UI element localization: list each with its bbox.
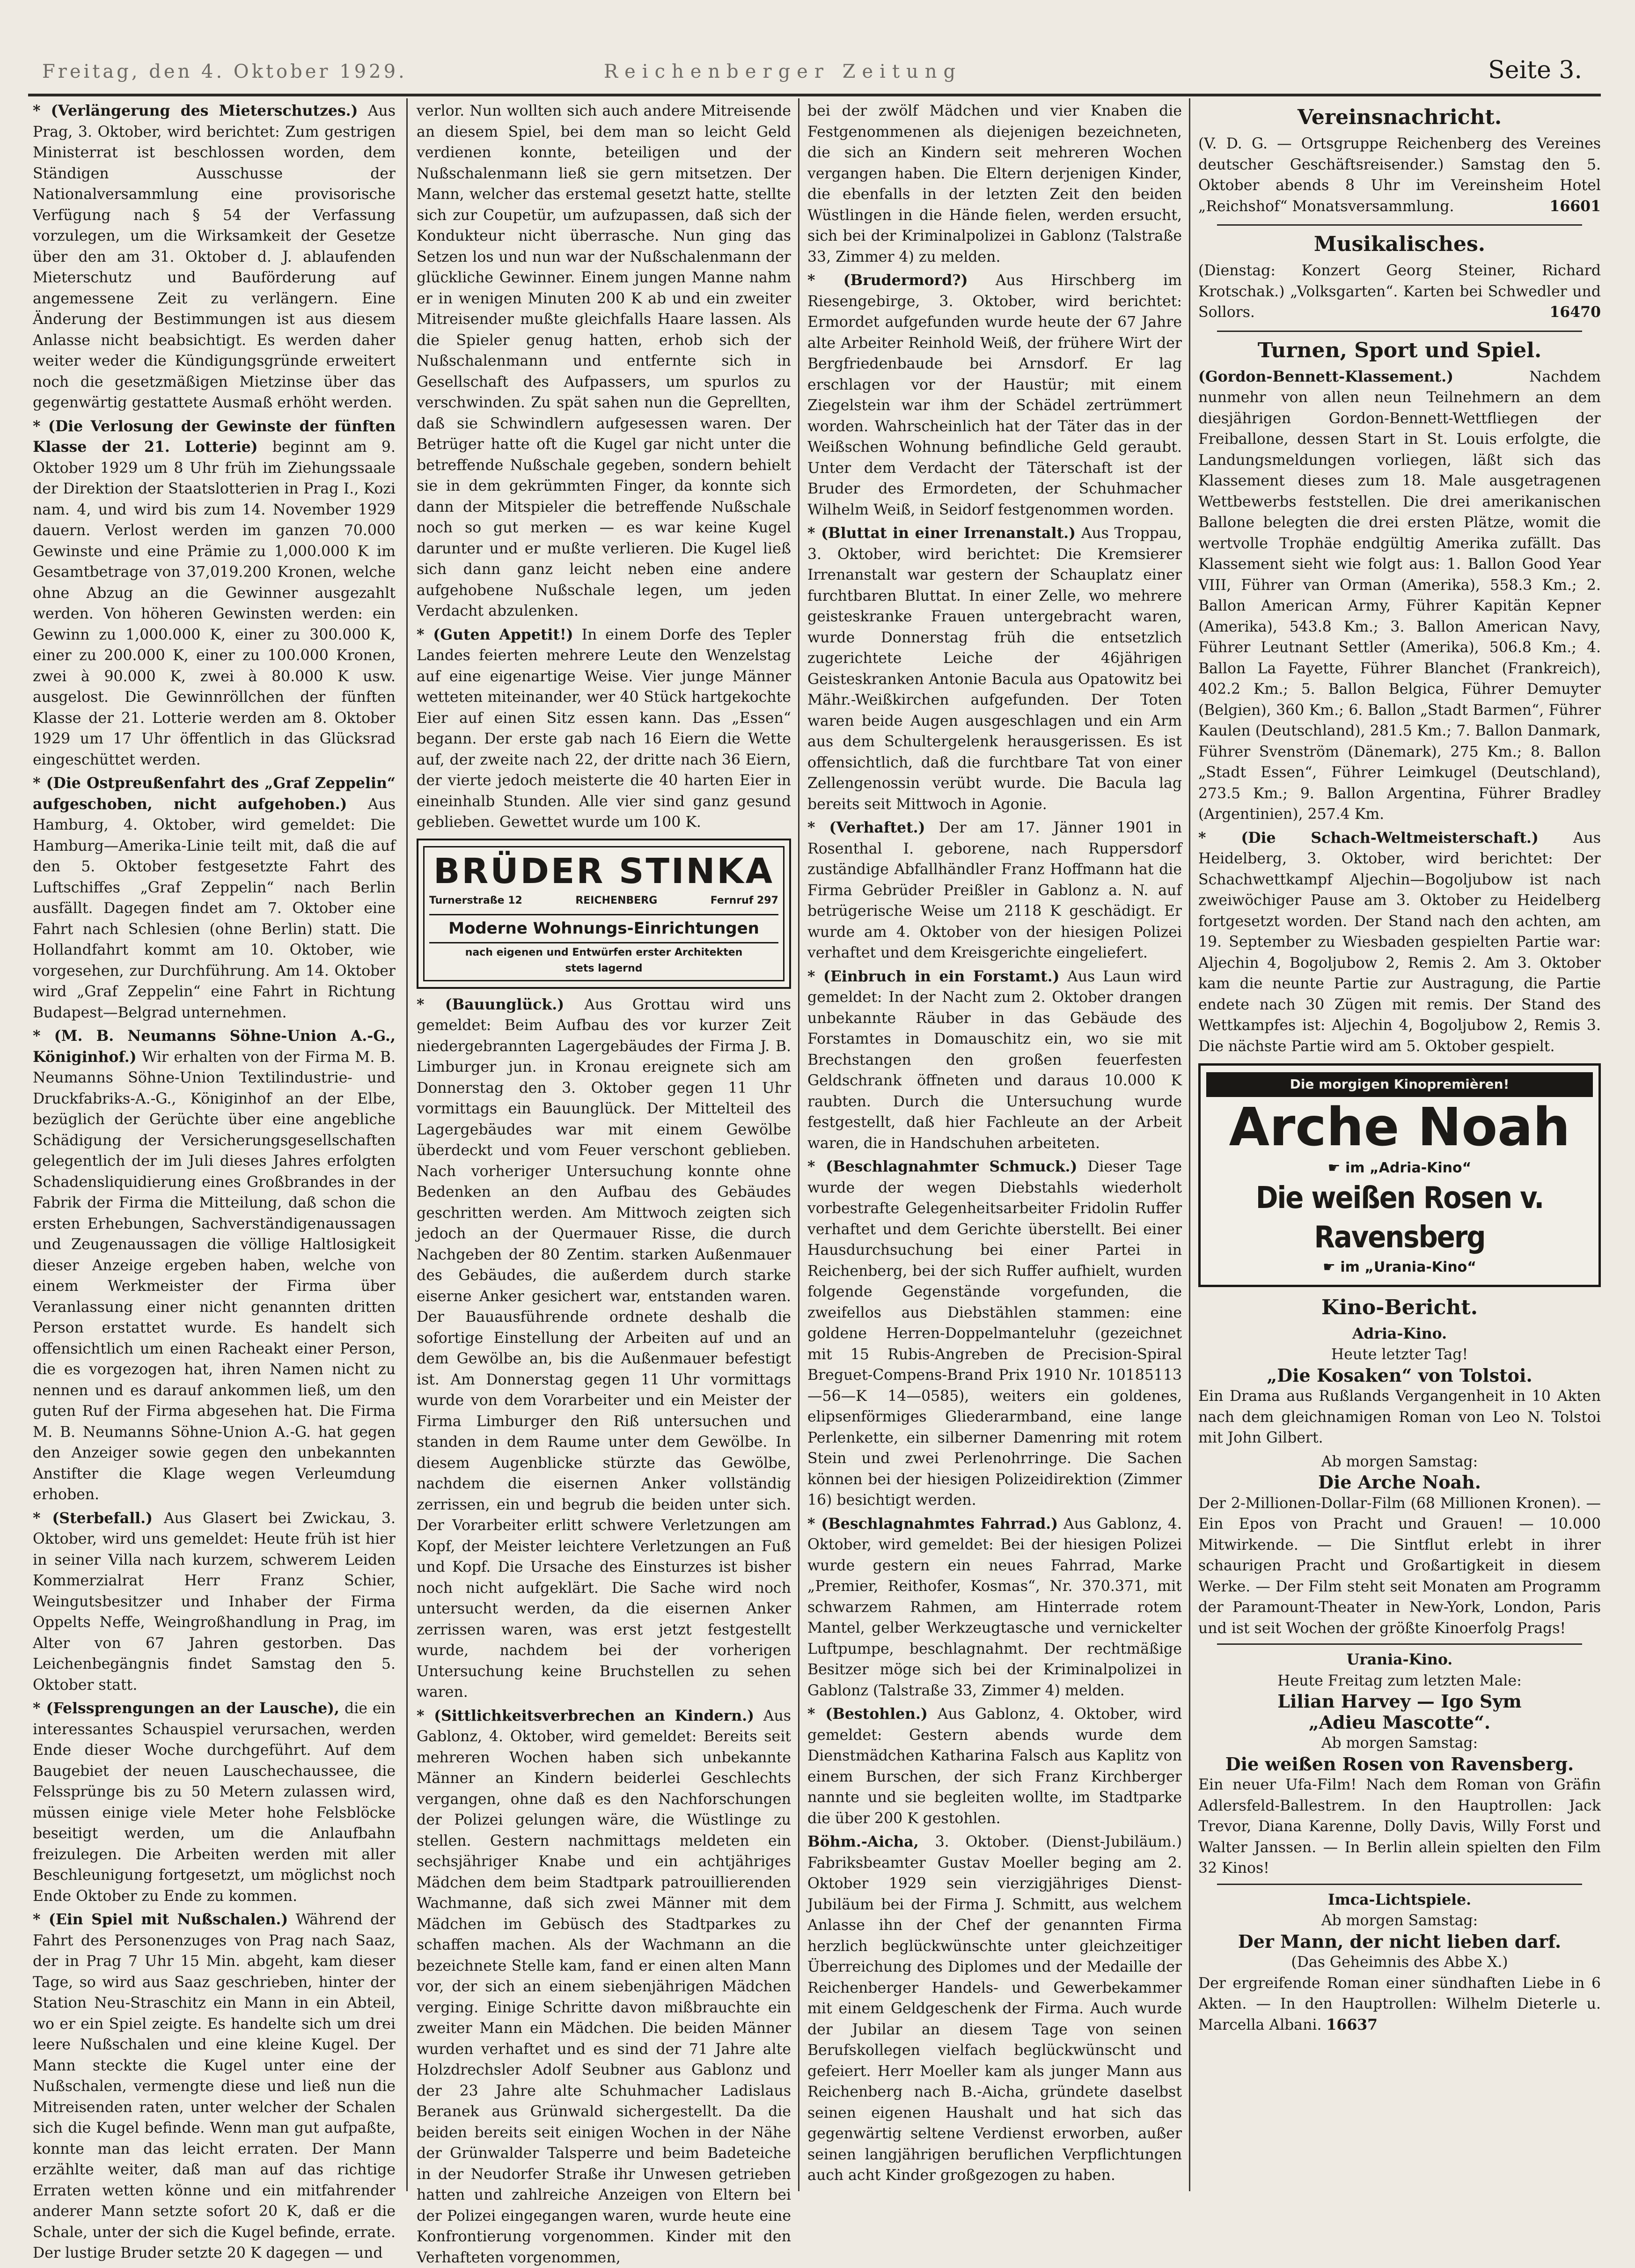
article-heading: * (Beschlagnahmtes Fahrrad.) — [807, 1515, 1058, 1532]
article-body: 3. Oktober. (Dienst-Jubiläum.) Fabriksbeamter Gustav Moeller beging am 2. Oktober 1929 sein vierzigjähriges Dienst-Jubiläum bei der Firma J. Schmitt, aus welchem Anlasse ihn der Chef der genannten Firma herzlich beglückwünschte unter gleichzeitiger Überreichung des Diplomes und der Medaille der Reichenberger Handels- und Gewerbekammer mit einem Geldgeschenk der Firma. Auch wurde der Jubilar an diesem Tage von seinen Berufskollegen vielfach beglückwünscht und gefeiert. Herr Moeller kam als junger Mann aus Reichenberg nach B.-Aicha, gründete daselbst seinen eigenen Haushalt und hat sich das gegenwärtig seltene Verdienst erworben, außer seinen langjährigen beruflichen Verpflichtungen auch acht Kinder großgezogen zu haben. — [807, 1834, 1182, 2184]
column-divider — [406, 98, 408, 2191]
article-heading: * (Bestohlen.) — [807, 1705, 928, 1723]
article-body: In einem Dorfe des Tepler Landes feierten mehrere Leute den Wenzelstag auf eine eigenartige Weise. Vier junge Männer wetteten miteinander, wer 40 Stück hartgekochte Eier auf einen Sitz essen kann. Das „Essen“ begann. Der erste gab nach 16 Eiern die Wette auf, der zweite nach 22, der dritte nach 36 Eiern, der vierte jedoch meisterte die 40 harten Eier in eineinhalb Stunden. Alle vier sind ganz gesund geblieben. Gewettet wurde um 100 K. — [417, 626, 791, 831]
urania-star-names: Lilian Harvey — Igo Sym — [1198, 1691, 1601, 1712]
imca-number: 16637 — [1326, 2016, 1378, 2033]
article-body: Aus Prag, 3. Oktober, wird berichtet: Zum gestrigen Ministerrat ist beschlossen worden, dem Ständigen Ausschusse der Nationalversammlung eine provisorische Verfügung nach § 54 der Verfassung vorzulegen, um die Wirksamkeit der Gesetze über den am 31. Oktober d. J. ablaufenden Mieterschutz und Bauförderung auf angemessene Zeit zu verlängern. Eine Änderung der Bestimmungen ist aus diesem Anlasse nicht beabsichtigt. Es werden daher weiter weder die Kündigungsgründe erweitert noch die gesetzmäßigen Mietzinse über das gegenwärtig gestattete Ausmaß erhöht werden. — [33, 103, 396, 411]
advert-brueder-stinka — [417, 839, 791, 989]
article-heading: * (Die Verlosung der Gewinste der fünften Klasse der 21. Lotterie) — [33, 418, 396, 456]
article-paragraph — [807, 966, 1182, 1154]
section-rule — [1217, 1643, 1582, 1645]
advert-film-weisse-rosen: Die weißen Rosen v. Ravensberg — [1206, 1178, 1593, 1257]
musik-body: (Dienstag: Konzert Georg Steiner, Richard Krotschak.) „Volksgarten“. Karten bei Schwedler und Sollors. — [1198, 262, 1601, 321]
advert-address — [429, 891, 778, 916]
article-paragraph — [33, 1026, 396, 1505]
pointing-hand-icon: ☛ — [1323, 1259, 1340, 1275]
article-paragraph — [33, 101, 396, 413]
section-rule — [1217, 1884, 1582, 1885]
adria-film-title-2: Die Arche Noah. — [1198, 1472, 1601, 1493]
article-heading: * (Guten Appetit!) — [417, 626, 573, 643]
article-heading: * (Verlängerung des Mieterschutzes.) — [33, 102, 358, 119]
urania-film-title: „Adieu Mascotte“. — [1198, 1712, 1601, 1733]
article-body: Der am 17. Jänner 1901 in Rosenthal I. geborene, nach Ruppersdorf zuständige Abfallhändler Franz Hoffmann hat die Firma Gebrüder Preißler in Gablonz a. N. auf betrügerische Weise um 2118 K geschädigt. Er wurde am 4. Oktober von der hiesigen Polizei verhaftet und dem Kreisgerichte eingeliefert. — [807, 819, 1182, 961]
urania-film-title-2: Die weißen Rosen von Ravensberg. — [1198, 1754, 1601, 1775]
pointing-hand-icon: ☛ — [1328, 1160, 1345, 1176]
article-paragraph — [33, 773, 396, 1023]
adria-film-text-2: Der 2-Millionen-Dollar-Film (68 Millionen Kronen). — Ein Epos von Pracht und Grauen! — 10.000 Mitwirkende. — Die Sintflut erlebt in ihrer schaurigen Pracht und Großartigkeit in diesem Werke. — Der Film steht seit Monaten am Programm der Paramount-Theater in New-York, London, Paris und ist seit Wochen der größte Kinoerfolg Prags! — [1198, 1493, 1601, 1639]
section-title-musik: Musikalisches. — [1198, 230, 1601, 258]
musik-text — [1198, 260, 1601, 323]
article-paragraph — [807, 101, 1182, 267]
article-heading: * (Verhaftet.) — [807, 819, 925, 836]
sport-items — [1198, 367, 1601, 1057]
article-paragraph — [807, 1832, 1182, 2186]
article-paragraph — [33, 1508, 396, 1696]
article-body: Dieser Tage wurde der wegen Diebstahls wiederholt vorbestrafte Gelegenheitsarbeiter Fridolin Ruffer verhaftet und dem Gerichte überstellt. Bei einer Hausdurchsuchung bei einer Partei in Reichenberg, bei der sich Ruffer aufhielt, wurden folgende Gegenstände vorgefunden, die zweifellos aus Diebstählen stammen: eine goldene Herren-Doppelmanteluhr (gezeichnet mit 15 Rubis-Angreben de Precision-Spiral Breguet-Compens-Brand Prix 1910 Nr. 10185113—56—K 14—0585), weiters ein goldenes, elipsenförmiges Gliederarmband, eine lange Perlenkette, ein silberner Damenring mit rotem Stein und zwei Perlenohrringe. Die Sachen können bei der hiesigen Polizeidirektion (Zimmer 16) besichtigt werden. — [807, 1158, 1182, 1509]
column-3 — [807, 101, 1182, 2189]
adria-kino-line-2: Ab morgen Samstag: — [1198, 1451, 1601, 1473]
article-body: beginnt am 9. Oktober 1929 um 8 Uhr früh im Ziehungssaale der Direktion der Staatslotterien in Prag I., Kozi nam. 4, und wird bis zum 14. November 1929 dauern. Verlost werden im ganzen 70.000 Gewinste und eine Prämie zu 1,000.000 K im Gesamtbetrage von 37,019.200 Kronen, welche ohne Abzug an die Gewinner ausgezahlt werden. Von höheren Gewinsten werden: ein Gewinn zu 1,000.000 K, einer zu 300.000 K, einer zu 200.000 K, einer zu 100.000 Kronen, zwei à 90.000 K, zwei à 80.000 K usw. ausgelost. Die Gewinnröllchen der fünften Klasse der 21. Lotterie werden am 8. Oktober 1929 um 17 Uhr öffentlich in das Glücksrad eingeschüttet werden. — [33, 439, 396, 768]
urania-kino-heading: Urania-Kino. — [1198, 1649, 1601, 1671]
article-paragraph — [807, 1704, 1182, 1829]
column-2-top — [417, 101, 791, 833]
article-body: Aus Laun wird gemeldet: In der Nacht zum 2. Oktober drangen unbekannte Räuber in das Gebäude des Forstamtes in Domauschitz ein, wo sie mit Brechstangen den großen feuerfesten Geldschrank öffneten und daraus 10.000 K raubten. Durch die Untersuchung wurde festgestellt, daß hier Fachleute an der Arbeit waren, die in Handschuhen arbeiteten. — [807, 968, 1182, 1152]
article-paragraph — [33, 1698, 396, 1907]
article-body: Wir erhalten von der Firma M. B. Neumanns Söhne-Union Textilindustrie- und Druckfabriks-A.-G., Königinhof an der Elbe, bezüglich der Gerüchte über eine angebliche Schädigung der Versicherungsgesellschaften gelegentlich der im Juli dieses Jahres erfolgten Schadensliquidierung eines Großbrandes in der Fabrik der Firma die Mitteilung, daß schon die ersten Erhebungen, Sachverständigenaussagen und Zeugenaussagen die völlige Haltlosigkeit dieser Anzeige ergeben haben, welche von einem Werkmeister der Firma über Veranlassung einer nicht genannten dritten Person erstattet wurde. Es handelt sich offensichtlich um einen Racheakt einer Person, die es vorgezogen hat, ihren Namen nicht zu nennen und es darauf ankommen ließ, um den guten Ruf der Firma abgesehen hat. Die Firma M. B. Neumanns Söhne-Union A.-G. hat gegen den Anzeiger sowie gegen den unbekannten Anstifter die Klage wegen Verleumdung erhoben. — [33, 1049, 396, 1503]
article-paragraph — [1198, 367, 1601, 825]
article-paragraph — [1198, 828, 1601, 1057]
column-1 — [33, 101, 396, 2189]
adria-film-text: Ein Drama aus Rußlands Vergangenheit in 10 Akten nach dem gleichnamigen Roman von Leo N. Tolstoi mit John Gilbert. — [1198, 1386, 1601, 1449]
article-body: Aus Grottau wird uns gemeldet: Beim Aufbau des vor kurzer Zeit niedergebrannten Lagergebäudes der Firma J. B. Limburger jun. in Kronau ereignete sich am Donnerstag den 3. Oktober gegen 11 Uhr vormittags ein Bauunglück. Der Mittelteil des Lagergebäudes war mit einem Gewölbe überdeckt und vom Feuer verschont geblieben. Nach vorheriger Untersuchung konnte ohne Bedenken an den Aufbau des Gebäudes geschritten werden. Am Mittwoch zeigten sich jedoch an der Quermauer Risse, die durch Nachgeben der 80 Zentim. starken Außenmauer des Gebäudes, die außerdem durch starke eiserne Anker gesichert war, entstanden waren. Der Bauausführende ordnete deshalb die sofortige Einstellung der Arbeiten auf und an dem Gewölbe an, bis die Außenmauer befestigt ist. Am Donnerstag gegen 11 Uhr vormittags wurde von dem Vorarbeiter und ein Meister der Firma Limburger den Riß untersuchen und standen in dem Raume unter dem Gewölbe. In diesem Augenblicke stürzte das Gewölbe, nachdem die eisernen Anker vollständig zerrissen, ein und begrub die beiden unter sich. Der Vorarbeiter erlitt schwere Verletzungen am Kopf, der Meister leichtere Verletzungen an Fuß und Kopf. Die Ursache des Einsturzes ist bisher noch nicht aufgeklärt. Die Sache wird noch untersucht werden, da die eisernen Anker zerrissen waren, was erst jetzt festgestellt wurde, nachdem bei der vorherigen Untersuchung keine Bruchstellen zu sehen waren. — [417, 996, 791, 1701]
article-heading: * (Bluttat in einer Irrenanstalt.) — [807, 524, 1076, 542]
article-heading: (Gordon-Bennett-Klassement.) — [1198, 368, 1453, 385]
masthead-date: Freitag, den 4. Oktober 1929. — [42, 61, 407, 82]
masthead-title: Reichenberger Zeitung — [604, 61, 962, 82]
verein-body: (V. D. G. — Ortsgruppe Reichenberg des Vereines deutscher Geschäftsreisender.) Samstag den 5. Oktober abends 8 Uhr im Vereinsheim Hotel „Reichshof“ Monatsversammlung. — [1198, 135, 1601, 215]
article-paragraph — [807, 817, 1182, 964]
page-number: Seite 3. — [1488, 56, 1582, 84]
adria-kino-heading: Adria-Kino. — [1198, 1324, 1601, 1345]
article-paragraph — [417, 101, 791, 622]
article-heading: * (Einbruch in ein Forstamt.) — [807, 968, 1060, 985]
article-paragraph — [417, 1706, 791, 2268]
adria-kino-line: Heute letzter Tag! — [1198, 1344, 1601, 1365]
advert-kino-header: Die morgigen Kinopremièren! — [1206, 1072, 1593, 1097]
advert-note-2: stets lagernd — [429, 959, 778, 975]
article-heading: * (Beschlagnahmter Schmuck.) — [807, 1158, 1077, 1175]
article-body: die ein interessantes Schauspiel verursachen, werden Ende dieser Woche durchgeführt. Auf dem Baugebiet der neuen Lauschechaussee, die Felssprünge bis zu 50 Metern zulassen wird, müssen einige viele Meter hohe Felsblöcke beseitigt werden, um die Anlaufbahn freizulegen. Die Arbeiten werden mit aller Beschleunigung fortgesetzt, um möglichst noch Ende Oktober zu Ende zu kommen. — [33, 1700, 396, 1905]
imca-heading: Imca-Lichtspiele. — [1198, 1890, 1601, 1911]
article-paragraph — [807, 1156, 1182, 1511]
column-2-bottom — [417, 994, 791, 2268]
article-paragraph — [807, 270, 1182, 520]
column-divider — [798, 98, 799, 2191]
imca-film-subtitle: (Das Geheimnis des Abbe X.) — [1198, 1952, 1601, 1973]
article-paragraph — [807, 523, 1182, 815]
imca-line: Ab morgen Samstag: — [1198, 1910, 1601, 1931]
article-paragraph — [33, 1909, 396, 2264]
article-body: bei der zwölf Mädchen und vier Knaben die Festgenommenen als diejenigen bezeichneten, die sich an Kindern seit mehreren Wochen vergangen haben. Die Eltern derjenigen Kinder, die ebenfalls in der letzten Zeit den beiden Wüstlingen in die Hände fielen, werden ersucht, sich bei der Kriminalpolizei in Gablonz (Talstraße 33, Zimmer 4) zu melden. — [807, 103, 1182, 265]
advert-location-adria — [1206, 1158, 1593, 1179]
urania-kino-line-2: Ab morgen Samstag: — [1198, 1733, 1601, 1754]
advert-subtitle: Moderne Wohnungs-Einrichtungen — [429, 915, 778, 943]
verein-text — [1198, 133, 1601, 217]
section-title-sport: Turnen, Sport und Spiel. — [1198, 337, 1601, 365]
masthead — [42, 52, 1596, 89]
advert-note-1: nach eigenen und Entwürfen erster Architekten — [429, 943, 778, 959]
article-body: Aus Gablonz, 4. Oktober, wird gemeldet: Gestern abends wurde dem Dienstmädchen Katharina Falsch aus Kaplitz von einem Burschen, der sich Franz Kirchberger nannte und sie begleiten wollte, im Stadtparke die über 200 K gestohlen. — [807, 1706, 1182, 1827]
article-heading: * (Felssprengungen an der Lausche), — [33, 1700, 339, 1717]
advert-kinopremieren — [1198, 1063, 1601, 1287]
article-body: Aus Gablonz, 4. Oktober, wird gemeldet: Bei der hiesigen Polizei wurde gestern ein neues Fahrrad, Marke „Premier, Reithofer, Kosmas“, Nr. 370.371, mit schwarzem Rahmen, am Hinterrade rotem Mantel, gelber Werkzeugtasche und vernickelter Luftpumpe, beschlagnahmt. Der rechtmäßige Besitzer möge sich bei der Kriminalpolizei in Gablonz (Talstraße 33, Zimmer 4) melden. — [807, 1516, 1182, 1699]
article-body: Während der Fahrt des Personenzuges von Prag nach Saaz, der in Prag 7 Uhr 15 Min. abgeht, kam dieser Tage, so wird aus Saaz geschrieben, hinter der Station Neu-Straschitz ein Mann in ein Abteil, wo er ein Spiel zeigte. Es handelte sich um drei leere Nußschalen und eine kleine Kugel. Der Mann steckte die Kugel unter eine der Nußschalen, vermengte diese und ließ nun die Mitreisenden raten, unter welcher der Schalen sich die Kugel befinde. Wenn man gut aufpaßte, konnte man das leicht erraten. Der Mann erzählte weiter, daß man auf das richtige Erraten wetten könne und ein mitfahrender anderer Mann setzte sofort 20 K, daß er die Schale, unter der sich die Kugel befinde, errate. Der lustige Bruder setzte 20 K dagegen — und — [33, 1911, 396, 2261]
column-4 — [1198, 101, 1601, 2189]
column-2 — [417, 101, 791, 2189]
musik-number: 16470 — [1549, 302, 1601, 323]
article-paragraph — [807, 1514, 1182, 1701]
verein-number: 16601 — [1549, 196, 1601, 217]
advert-location-urania — [1206, 1257, 1593, 1278]
article-heading: * (Die Schach-Weltmeisterschaft.) — [1198, 829, 1539, 847]
article-heading: * (Brudermord?) — [807, 272, 968, 289]
article-heading: * (Sterbefall.) — [33, 1510, 153, 1527]
article-heading: * (M. B. Neumanns Söhne-Union A.-G., Königinhof.) — [33, 1027, 396, 1066]
article-heading: Böhm.-Aicha, — [807, 1833, 919, 1850]
article-body: Aus Troppau, 3. Oktober, wird berichtet: Die Kremsierer Irrenanstalt war gestern der Schauplatz einer furchtbaren Bluttat. In einer Zelle, wo mehrere geisteskranke Frauen untergebracht waren, wurde Donnerstag früh die entsetzlich zugerichtete Leiche der 46jährigen Geisteskranken Antonie Bacula aus Opatowitz bei Mähr.-Weißkirchen aufgefunden. Der Toten waren beide Augen ausgeschlagen und ein Arm aus dem Schultergelenk herausgerissen. Es ist offensichtlich, daß die furchtbare Tat von einer Zellengenossin verübt wurde. Die Bacula lag bereits seit Mittwoch in Agonie. — [807, 525, 1182, 813]
article-body: verlor. Nun wollten sich auch andere Mitreisende an diesem Spiel, bei dem man so leicht Geld verdienen konnte, beteiligen und der Nußschalenmann ließ sie gern mitsetzen. Der Mann, welcher das erstemal gesetzt hatte, stellte sich zur Coupetür, um aufzupassen, daß sich der Kondukteur nicht überrasche. Nun ging das Setzen los und nun war der Nußschalenmann der glückliche Gewinner. Einem jungen Manne nahm er in wenigen Minuten 200 K ab und ein zweiter Mitreisender mußte gleichfalls Haare lassen. Als die Spieler genug hatten, erhob sich der Nußschalenmann und entfernte sich in Gesellschaft des Aufpassers, um spurlos zu verschwinden. Zu spät sahen nun die Geprellten, daß sie Schwindlern aufgesessen waren. Der Betrüger hatte oft die Kugel gar nicht unter die betreffende Nußschale gegeben, sondern behielt sie in dem gekrümmten Finger, da konnte sich dann der Mitspieler die betreffende Nußschale noch so gut merken — es war keine Kugel darunter und er mußte verlieren. Die Kugel ließ sich dann ganz leicht neben eine andere aufgehobene Nußschale legen, um jeden Verdacht abzulenken. — [417, 103, 791, 619]
advert-film-arche-noah: Arche Noah — [1206, 1097, 1593, 1158]
advert-street: Turnerstraße 12 — [429, 891, 522, 912]
section-rule — [1217, 224, 1582, 226]
advert-brand: BRÜDER STINKA — [429, 852, 778, 891]
article-paragraph — [417, 625, 791, 833]
urania-kino-line: Heute Freitag zum letzten Male: — [1198, 1671, 1601, 1692]
imca-film-title: Der Mann, der nicht lieben darf. — [1198, 1931, 1601, 1952]
section-title-verein: Vereinsnachricht. — [1198, 103, 1601, 132]
top-rule — [28, 94, 1601, 96]
advert-city: REICHENBERG — [575, 891, 657, 912]
adria-film-title: „Die Kosaken“ von Tolstoi. — [1198, 1365, 1601, 1386]
section-title-kino: Kino-Bericht. — [1198, 1294, 1601, 1322]
article-body: Aus Glasert bei Zwickau, 3. Oktober, wird uns gemeldet: Heute früh ist hier in seiner Villa nach kurzem, schwerem Leiden Kommerzialrat Herr Franz Schier, Weingutsbesitzer und Inhaber der Firma Oppelts Neffe, Weingroßhandlung in Prag, im Alter von 67 Jahren gestorben. Das Leichenbegängnis findet Samstag den 5. Oktober statt. — [33, 1510, 396, 1694]
imca-film-text — [1198, 1973, 1601, 2036]
article-body: Aus Hirschberg im Riesengebirge, 3. Oktober, wird berichtet: Ermordet aufgefunden wurde heute der 67 Jahre alte Arbeiter Reinhold Weiß, der frühere Wirt der Bergfriedenbaude bei Arnsdorf. Er lag erschlagen vor der Haustür; mit einem Ziegelstein war ihm der Schädel zertrümmert worden. Wahrscheinlich hat der Täter das in der Weißschen Wohnung befindliche Geld geraubt. Unter dem Verdacht der Täterschaft ist der Bruder des Ermordeten, der Schuhmacher Wilhelm Weiß, in Seidorf festgenommen worden. — [807, 272, 1182, 518]
article-body: Aus Hamburg, 4. Oktober, wird gemeldet: Die Hamburg—Amerika-Linie teilt mit, daß die auf den 5. Oktober festgesetzte Fahrt des Luftschiffes „Graf Zeppelin“ nach Berlin ausfällt. Dagegen findet am 7. Oktober eine Fahrt nach Schlesien (ohne Berlin) statt. Die Hollandfahrt kommt am 10. Oktober, wie vorgesehen, zur Durchführung. Am 14. Oktober wird „Graf Zeppelin“ eine Fahrt in Richtung Budapest—Belgrad unternehmen. — [33, 796, 396, 1021]
advert-location-adria-text: im „Adria-Kino“ — [1345, 1160, 1471, 1176]
article-heading: * (Bauunglück.) — [417, 996, 564, 1013]
advert-location-urania-text: im „Urania-Kino“ — [1340, 1259, 1476, 1275]
imca-film-body: Der ergreifende Roman einer sündhaften Liebe in 6 Akten. — In den Hauptrollen: Wilhelm Dieterle u. Marcella Albani. — [1198, 1975, 1601, 2033]
article-body: Aus Heidelberg, 3. Oktober, wird berichtet: Der Schachwettkampf Aljechin—Bogoljubow ist nach zweiwöchiger Pause am 3. Oktober zu Heidelberg fortgesetzt worden. Der Stand nach den achten, am 19. September zu Wiesbaden gespielten Partie war: Aljechin 4, Bogoljubow 2, Remis 2. Am 3. Oktober kam die neunte Partie zur Austragung, die Partie endete nach 30 Zügen mit remis. Der Stand des Wettkampfes ist: Aljechin 4, Bogoljubow 2, Remis 3. Die nächste Partie wird am 5. Oktober gespielt. — [1198, 830, 1601, 1055]
article-heading: * (Sittlichkeitsverbrechen an Kindern.) — [417, 1707, 754, 1724]
article-body: Nachdem nunmehr von allen neun Teilnehmern an dem diesjährigen Gordon-Bennett-Wettfliegen der Freiballone, dessen Start in St. Louis erfolgte, die Landungsmeldungen vorliegen, läßt sich das Klassement dieses zum 18. Male ausgetragenen Wettbewerbs feststellen. Die drei amerikanischen Ballone belegten die drei ersten Plätze, womit die wertvolle Trophäe endgültig Amerika zufällt. Das Klassement sieht wie folgt aus: 1. Ballon Good Year VIII, Führer van Orman (Amerika), 558.3 Km.; 2. Ballon American Army, Führer Kapitän Kepner (Amerika), 543.8 Km.; 3. Ballon American Navy, Führer Leutnant Settler (Amerika), 506.8 Km.; 4. Ballon La Fayette, Führer Blanchet (Frankreich), 402.2 Km.; 5. Ballon Belgica, Führer Demuyter (Belgien), 360 Km.; 6. Ballon „Stadt Barmen“, Führer Kaulen (Deutschland), 281.5 Km.; 7. Ballon Danmark, Führer Svenström (Dänemark), 275 Km.; 8. Ballon „Stadt Essen“, Führer Leimkugel (Deutschland), 273.5 Km.; 9. Ballon Argentina, Führer Bradley (Argentinien), 257.4 Km. — [1198, 368, 1601, 823]
article-heading: * (Die Ostpreußenfahrt des „Graf Zeppelin“ aufgeschoben, nicht aufgehoben.) — [33, 774, 396, 813]
advert-phone: Fernruf 297 — [711, 891, 778, 912]
article-paragraph — [33, 416, 396, 771]
section-rule — [1217, 331, 1582, 332]
article-paragraph — [417, 994, 791, 1703]
article-body: Aus Gablonz, 4. Oktober, wird gemeldet: Bereits seit mehreren Wochen haben sich unbekannte Männer an Kindern beiderlei Geschlechts vergangen, ohne daß es den Nachforschungen der Polizei gelungen wäre, die Wüstlinge zu stellen. Gestern nachmittags meldeten ein sechsjähriger Knabe und ein achtjähriges Mädchen dem beim Stadtpark patrouillierenden Wachmanne, daß sich zwei Männer mit dem Mädchen im Gebüsch des Stadtparkes zu schaffen machen. Als der Wachmann an die bezeichnete Stelle kam, fand er einen alten Mann vor, der sich an einem siebenjährigen Mädchen verging. Einige Schritte davon mißbrauchte ein zweiter Mann ein Mädchen. Die beiden Männer wurden verhaftet und es sind der 71 Jahre alte Holzdrechsler Adolf Seubner aus Gablonz und der 23 Jahre alte Schuhmacher Ladislaus Beranek aus Grünwald sichergestellt. Da die beiden bereits seit einigen Wochen in der Nähe der Grünwalder Talsperre und beim Badeteiche in der Neudorfer Straße ihr Unwesen getrieben hatten und zahlreiche Anzeigen von Eltern bei der Polizei eingegangen waren, wurde heute eine Konfrontierung vorgenommen. Kinder mit den Verhafteten vorgenommen, — [417, 1708, 791, 2266]
article-heading: * (Ein Spiel mit Nußschalen.) — [33, 1911, 288, 1928]
urania-film-text: Ein neuer Ufa-Film! Nach dem Roman von Gräfin Adlersfeld-Ballestrem. In den Hauptrollen: Jack Trevor, Diana Karenne, Dolly Davis, Willy Forst und Walter Janssen. — In Berlin allein spielten den Film 32 Kinos! — [1198, 1775, 1601, 1879]
column-divider — [1189, 98, 1190, 2191]
